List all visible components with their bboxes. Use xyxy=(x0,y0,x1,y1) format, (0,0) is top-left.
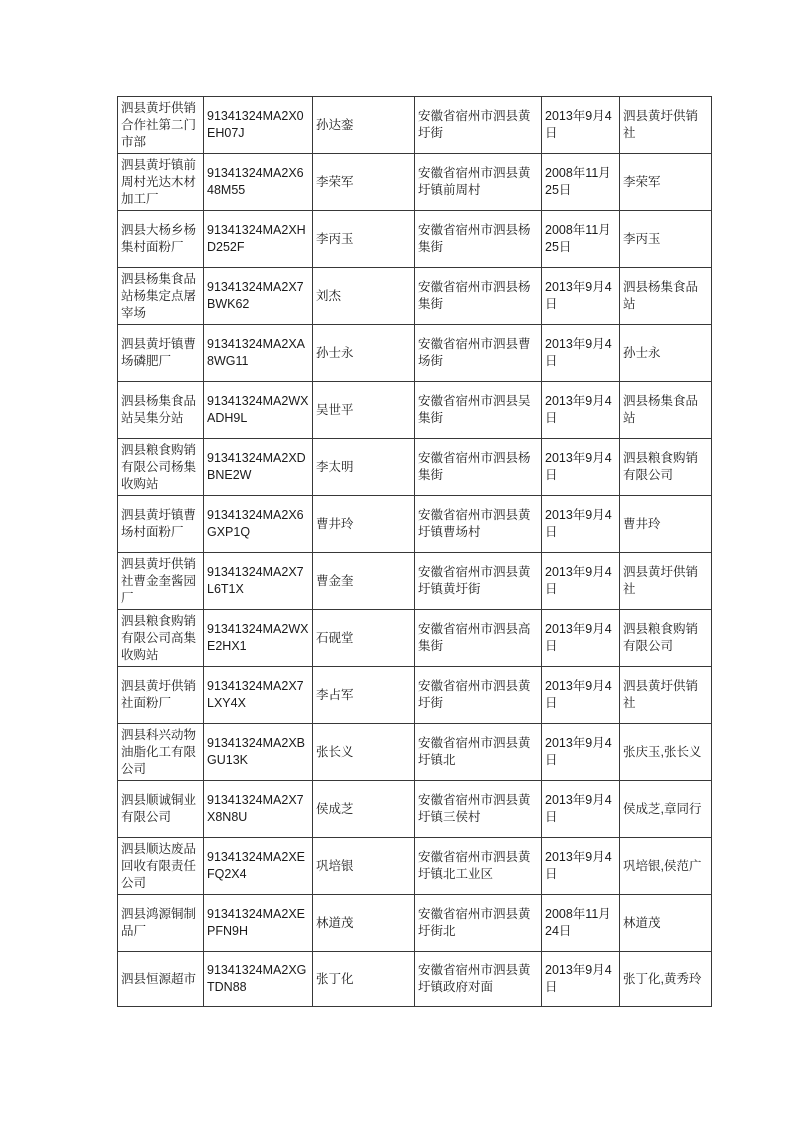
cell-address: 安徽省宿州市泗县黄圩街 xyxy=(415,667,542,724)
cell-address: 安徽省宿州市泗县黄圩镇三侯村 xyxy=(415,781,542,838)
cell-address: 安徽省宿州市泗县黄圩镇北 xyxy=(415,724,542,781)
cell-credit-code: 91341324MA2X648M55 xyxy=(204,154,313,211)
table-row xyxy=(118,553,712,610)
cell-legal-person: 李丙玉 xyxy=(313,211,415,268)
cell-date: 2013年9月4日 xyxy=(542,610,620,667)
cell-company-name: 泗县顺诚铜业有限公司 xyxy=(118,781,204,838)
table-row xyxy=(118,382,712,439)
cell-credit-code: 91341324MA2WXE2HX1 xyxy=(204,610,313,667)
cell-related-names: 林道茂 xyxy=(620,895,712,952)
table-row xyxy=(118,838,712,895)
cell-company-name: 泗县鸿源铜制品厂 xyxy=(118,895,204,952)
cell-related-names: 泗县黄圩供销社 xyxy=(620,97,712,154)
cell-related-names: 泗县粮食购销有限公司 xyxy=(620,439,712,496)
cell-legal-person: 张长义 xyxy=(313,724,415,781)
cell-legal-person: 李荣军 xyxy=(313,154,415,211)
cell-related-names: 张丁化,黄秀玲 xyxy=(620,952,712,1007)
cell-date: 2013年9月4日 xyxy=(542,439,620,496)
cell-related-names: 李丙玉 xyxy=(620,211,712,268)
cell-date: 2008年11月25日 xyxy=(542,211,620,268)
registry-table-body xyxy=(118,97,712,1007)
cell-legal-person: 石砚堂 xyxy=(313,610,415,667)
cell-credit-code: 91341324MA2X6GXP1Q xyxy=(204,496,313,553)
table-row xyxy=(118,211,712,268)
cell-legal-person: 李太明 xyxy=(313,439,415,496)
table-row xyxy=(118,97,712,154)
table-row xyxy=(118,724,712,781)
cell-company-name: 泗县黄圩供销社面粉厂 xyxy=(118,667,204,724)
cell-credit-code: 91341324MA2X7X8N8U xyxy=(204,781,313,838)
cell-date: 2013年9月4日 xyxy=(542,724,620,781)
cell-legal-person: 吴世平 xyxy=(313,382,415,439)
cell-company-name: 泗县黄圩镇前周村光达木材加工厂 xyxy=(118,154,204,211)
table-row xyxy=(118,895,712,952)
cell-legal-person: 侯成芝 xyxy=(313,781,415,838)
cell-credit-code: 91341324MA2XGTDN88 xyxy=(204,952,313,1007)
cell-company-name: 泗县杨集食品站杨集定点屠宰场 xyxy=(118,268,204,325)
cell-legal-person: 孙士永 xyxy=(313,325,415,382)
cell-date: 2013年9月4日 xyxy=(542,781,620,838)
cell-credit-code: 91341324MA2X7L6T1X xyxy=(204,553,313,610)
cell-date: 2008年11月24日 xyxy=(542,895,620,952)
cell-date: 2013年9月4日 xyxy=(542,667,620,724)
table-row xyxy=(118,325,712,382)
cell-related-names: 孙士永 xyxy=(620,325,712,382)
cell-date: 2008年11月25日 xyxy=(542,154,620,211)
cell-credit-code: 91341324MA2X0EH07J xyxy=(204,97,313,154)
cell-date: 2013年9月4日 xyxy=(542,382,620,439)
table-row xyxy=(118,268,712,325)
cell-related-names: 泗县粮食购销有限公司 xyxy=(620,610,712,667)
cell-related-names: 泗县杨集食品站 xyxy=(620,268,712,325)
cell-related-names: 李荣军 xyxy=(620,154,712,211)
cell-legal-person: 曹井玲 xyxy=(313,496,415,553)
business-registry-table xyxy=(117,96,712,1007)
table-row xyxy=(118,781,712,838)
cell-company-name: 泗县黄圩镇曹场村面粉厂 xyxy=(118,496,204,553)
cell-related-names: 泗县黄圩供销社 xyxy=(620,553,712,610)
cell-company-name: 泗县黄圩镇曹场磷肥厂 xyxy=(118,325,204,382)
cell-date: 2013年9月4日 xyxy=(542,838,620,895)
cell-related-names: 泗县杨集食品站 xyxy=(620,382,712,439)
cell-related-names: 泗县黄圩供销社 xyxy=(620,667,712,724)
cell-credit-code: 91341324MA2XA8WG11 xyxy=(204,325,313,382)
cell-address: 安徽省宿州市泗县黄圩镇黄圩街 xyxy=(415,553,542,610)
cell-company-name: 泗县顺达废品回收有限责任公司 xyxy=(118,838,204,895)
cell-address: 安徽省宿州市泗县吴集街 xyxy=(415,382,542,439)
cell-credit-code: 91341324MA2X7BWK62 xyxy=(204,268,313,325)
cell-address: 安徽省宿州市泗县杨集街 xyxy=(415,439,542,496)
table-row xyxy=(118,439,712,496)
table-row xyxy=(118,952,712,1007)
cell-company-name: 泗县粮食购销有限公司杨集收购站 xyxy=(118,439,204,496)
cell-address: 安徽省宿州市泗县黄圩街北 xyxy=(415,895,542,952)
cell-address: 安徽省宿州市泗县杨集街 xyxy=(415,211,542,268)
cell-credit-code: 91341324MA2WXADH9L xyxy=(204,382,313,439)
cell-address: 安徽省宿州市泗县杨集街 xyxy=(415,268,542,325)
cell-credit-code: 91341324MA2XHD252F xyxy=(204,211,313,268)
cell-legal-person: 曹金奎 xyxy=(313,553,415,610)
cell-date: 2013年9月4日 xyxy=(542,97,620,154)
cell-credit-code: 91341324MA2XBGU13K xyxy=(204,724,313,781)
cell-related-names: 巩培银,侯范广 xyxy=(620,838,712,895)
cell-related-names: 曹井玲 xyxy=(620,496,712,553)
cell-company-name: 泗县恒源超市 xyxy=(118,952,204,1007)
cell-legal-person: 刘杰 xyxy=(313,268,415,325)
cell-company-name: 泗县科兴动物油脂化工有限公司 xyxy=(118,724,204,781)
cell-company-name: 泗县杨集食品站吴集分站 xyxy=(118,382,204,439)
cell-address: 安徽省宿州市泗县黄圩镇北工业区 xyxy=(415,838,542,895)
cell-legal-person: 孙达銮 xyxy=(313,97,415,154)
cell-address: 安徽省宿州市泗县黄圩镇曹场村 xyxy=(415,496,542,553)
cell-company-name: 泗县黄圩供销合作社第二门市部 xyxy=(118,97,204,154)
cell-credit-code: 91341324MA2X7LXY4X xyxy=(204,667,313,724)
cell-address: 安徽省宿州市泗县高集街 xyxy=(415,610,542,667)
cell-date: 2013年9月4日 xyxy=(542,325,620,382)
cell-credit-code: 91341324MA2XEFQ2X4 xyxy=(204,838,313,895)
cell-date: 2013年9月4日 xyxy=(542,496,620,553)
cell-credit-code: 91341324MA2XEPFN9H xyxy=(204,895,313,952)
cell-related-names: 侯成芝,章同行 xyxy=(620,781,712,838)
cell-legal-person: 巩培银 xyxy=(313,838,415,895)
cell-date: 2013年9月4日 xyxy=(542,952,620,1007)
cell-address: 安徽省宿州市泗县曹场街 xyxy=(415,325,542,382)
table-row xyxy=(118,496,712,553)
cell-credit-code: 91341324MA2XDBNE2W xyxy=(204,439,313,496)
cell-related-names: 张庆玉,张长义 xyxy=(620,724,712,781)
cell-legal-person: 张丁化 xyxy=(313,952,415,1007)
cell-address: 安徽省宿州市泗县黄圩街 xyxy=(415,97,542,154)
table-row xyxy=(118,154,712,211)
cell-company-name: 泗县粮食购销有限公司高集收购站 xyxy=(118,610,204,667)
cell-date: 2013年9月4日 xyxy=(542,553,620,610)
cell-legal-person: 李占军 xyxy=(313,667,415,724)
cell-legal-person: 林道茂 xyxy=(313,895,415,952)
cell-company-name: 泗县黄圩供销社曹金奎酱园厂 xyxy=(118,553,204,610)
table-row xyxy=(118,667,712,724)
cell-company-name: 泗县大杨乡杨集村面粉厂 xyxy=(118,211,204,268)
cell-date: 2013年9月4日 xyxy=(542,268,620,325)
table-row xyxy=(118,610,712,667)
cell-address: 安徽省宿州市泗县黄圩镇政府对面 xyxy=(415,952,542,1007)
cell-address: 安徽省宿州市泗县黄圩镇前周村 xyxy=(415,154,542,211)
